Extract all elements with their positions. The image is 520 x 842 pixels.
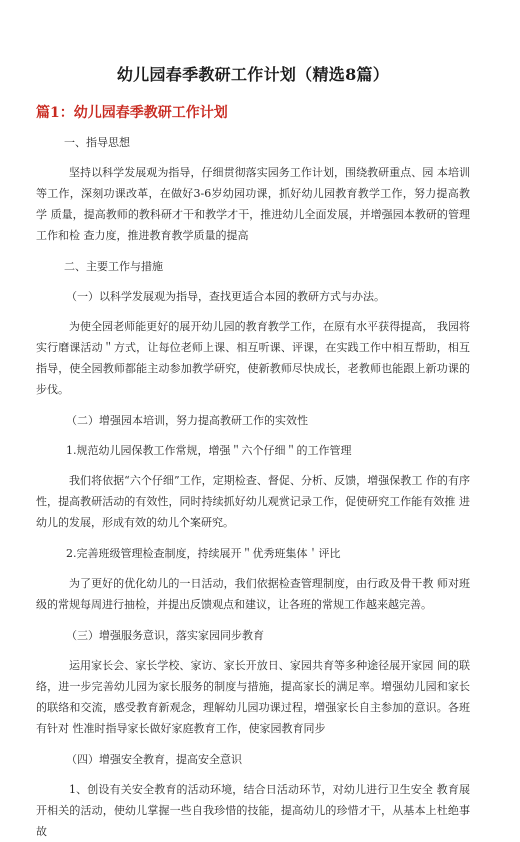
- item-heading: 2.完善班级管理检查制度，持续展开＂优秀班集体＇评比: [66, 547, 341, 560]
- paragraph: 为了更好的优化幼儿的一日活动，我们依据检查管理制度，由行政及骨干教 师对班级的常规每周进行抽检，并提出反馈观点和建议，让各班的常规工作越来越完善。: [36, 577, 470, 611]
- document-title: 幼儿园春季教研工作计划（精选8篇）: [116, 65, 390, 84]
- document-body: [36, 134, 470, 842]
- paragraph: 运用家长会、家长学校、家访、家长开放日、家园共育等多种途径展开家园 间的联络，进一步完善幼儿园为家长服务的制度与措施，提高家长的满足率。增强幼儿园和家长 的联络和交流，感受教育新观念，理解幼儿园功课过程，增强家长自主参加的意识。各班有针对 性准时指导家长做好家庭教育工作，使家园教育同步: [36, 659, 470, 735]
- section-heading: 二、主要工作与措施: [64, 260, 163, 273]
- paragraph: 我们将依据“六个仔细”工作，定期检查、督促、分析、反馈，增强保教工 作的有序性，提高教研活动的有效性，同时持续抓好幼儿观赏记录工作，促使研究工作能有效推 进幼儿的发展，形成有效的幼儿个案研究。: [36, 474, 470, 529]
- paragraph: 为使全园老师能更好的展开幼儿园的教育教学工作，在原有水平获得提高， 我园将实行磨课活动＂方式，让每位老师上课、相互听课、评课，在实践工作中相互帮助，相互 指导，使全园教师都能主动参加教学研究，使新教师尽快成长，老教师也能跟上新功课的步伐。: [36, 320, 470, 396]
- subsection-heading: （四）增强安全教育，提高安全意识: [66, 753, 242, 766]
- subsection-heading: （二）增强园本培训，努力提高教研工作的实效性: [66, 414, 308, 427]
- subsection-heading: （三）增强服务意识，落实家园同步教育: [66, 629, 264, 642]
- subsection-heading: （一）以科学发展观为指导，查找更适合本园的教研方式与办法。: [66, 290, 385, 303]
- section-heading: 一、指导思想: [64, 136, 130, 149]
- paragraph: 1、创设有关安全教育的活动环境，结合日活动环节，对幼儿进行卫生安全 教育展开相关的活动，使幼儿掌握一些自我珍惜的技能，提高幼儿的珍惜才干，从基本上杜绝事故: [36, 783, 470, 838]
- item-heading: 1.规范幼儿园保教工作常规，增强＂六个仔细＂的工作管理: [66, 444, 352, 457]
- paragraph: 坚持以科学发展观为指导，仔细贯彻落实园务工作计划，围绕教研重点、园 本培训等工作，深刻功课改革，在做好3-6岁幼园功课，抓好幼儿园教育教学工作，努力提高教学 质量，提高教师的教科研才干和教学才干，推进幼儿全面发展，并增强园本教研的管理工作和检 查力度，推进教育教学质量的提高: [36, 166, 470, 242]
- article-heading: 篇1：幼儿园春季教研工作计划: [36, 105, 228, 121]
